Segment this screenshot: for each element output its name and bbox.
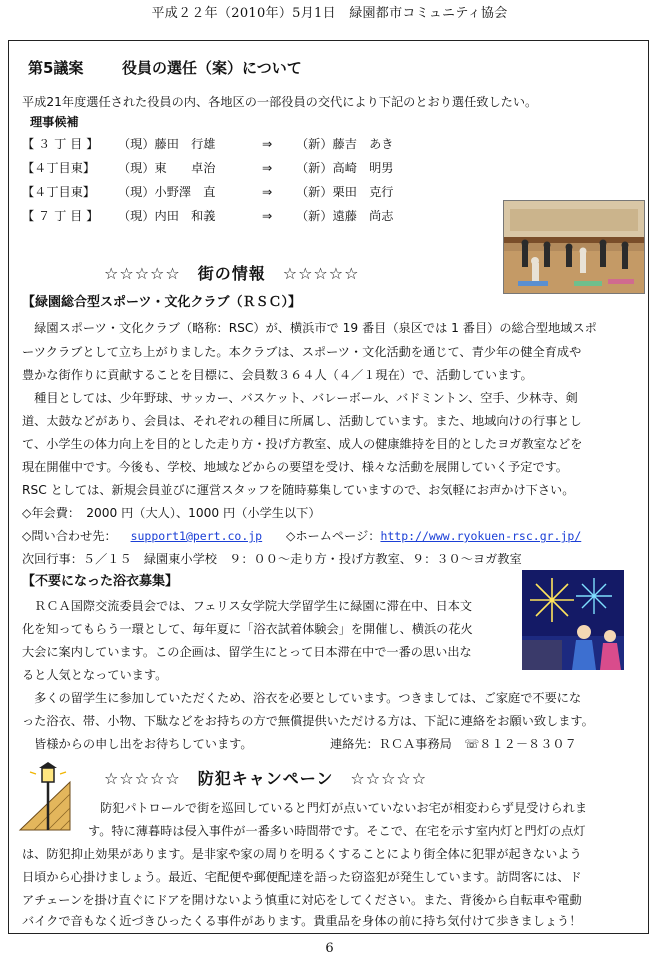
- candidate-area: 【４丁目東】: [22, 161, 96, 175]
- yukata-contact: 連絡先：ＲＣＡ事務局 ☏８１２－８３０７: [330, 737, 577, 751]
- rsc-line: て、小学生の体力向上を目的とした走り方・投げ方教室、成人の健康維持を目的としたヨガ教室などを: [22, 437, 583, 451]
- candidate-current: （現）藤田 行雄: [118, 137, 216, 151]
- yukata-line: 化を知ってもらう一環として、毎年夏に「浴衣試着体験会」を開催し、横浜の花火: [22, 622, 473, 636]
- crime-line: す。特に薄暮時は侵入事件が一番多い時間帯です。そこで、在宅を示す室内灯と門灯の点灯: [88, 824, 586, 838]
- candidate-area: 【４丁目東】: [22, 185, 96, 199]
- yukata-line: ると人気となっています。: [22, 668, 168, 682]
- yukata-line: 多くの留学生に参加していただくため、浴衣を必要としています。つきましては、ご家庭で不要にな: [22, 691, 582, 705]
- fireworks-illustration: [522, 570, 624, 670]
- rsc-line: 現在開催中です。今後も、学校、地域などからの要望を受け、様々な活動を展開していく予定です。: [22, 460, 568, 474]
- rsc-title: 【緑園総合型スポーツ・文化クラブ（ＲＳＣ）】: [22, 295, 301, 310]
- rsc-line: RSC としては、新規会員並びに運営スタッフを随時募集していますので、お気軽にお声かけ下さい。: [22, 483, 575, 497]
- candidate-new: （新）藤吉 あき: [296, 137, 394, 151]
- email-link[interactable]: support1@pert.co.jp: [130, 529, 263, 543]
- yukata-line: ＲＣＡ国際交流委員会では、フェリス女学院大学留学生に緑園に滞在中、日本文: [22, 599, 473, 613]
- candidate-row: [0, 136, 659, 152]
- rsc-fee: ◇年会費： 2000 円（大人）、1000 円（小学生以下）: [22, 506, 321, 520]
- candidate-row: [0, 160, 659, 176]
- rsc-line: 緑園スポーツ・文化クラブ（略称：RSC）が、横浜市で 19 番目（泉区では 1 番目）の総合型地域スポ: [22, 321, 597, 335]
- homepage-label: ◇ホームページ：: [286, 529, 381, 543]
- candidate-current: （現）内田 和義: [118, 209, 216, 223]
- candidate-current: （現）東 卓治: [118, 161, 216, 175]
- rsc-line: 豊かな街作りに貢献することを目標に、会員数３６４人（４／１現在）で、活動しています。: [22, 368, 533, 382]
- arrow-icon: ⇒: [262, 209, 273, 223]
- page-number: 6: [325, 941, 334, 956]
- arrow-icon: ⇒: [262, 185, 273, 199]
- yukata-line: った浴衣、帯、小物、下駄などをお持ちの方で無償提供いただける方は、下記に連絡をお願い致します。: [22, 714, 594, 728]
- arrow-icon: ⇒: [262, 161, 273, 175]
- candidate-row: [0, 184, 659, 200]
- candidate-area: 【 ７ 丁 目 】: [22, 209, 99, 223]
- rsc-next-event: 次回行事：５／１５ 緑園東小学校 ９：００～走り方・投げ方教室、９：３０～ヨガ教室: [22, 552, 522, 566]
- rsc-contact-line: [22, 528, 581, 544]
- town-info-heading: ☆☆☆☆☆ 街の情報 ☆☆☆☆☆: [104, 264, 360, 283]
- rsc-line: ーツクラブとして立ち上がりました。本クラブは、スポーツ・文化活動を通じて、青少年の健全育成や: [22, 345, 582, 359]
- yukata-title: 【不要になった浴衣募集】: [22, 574, 179, 589]
- page-header: 平成２２年（2010年）5月1日 緑園都市コミュニティ協会: [151, 6, 508, 21]
- crime-line: バイクで音もなく近づきひったくる事件があります。貴重品を身体の前に持ち気付けて歩きましょう！: [22, 914, 582, 928]
- contact-label: ◇問い合わせ先：: [22, 529, 117, 543]
- candidate-new: （新）高崎 明男: [296, 161, 394, 175]
- gym-photo: [503, 200, 645, 294]
- crime-line: アチェーンを掛け直ぐにドアを開けないよう慎重に対応をしてください。また、背後から自転車や電動: [22, 893, 582, 907]
- agenda-intro: 平成21年度選任された役員の内、各地区の一部役員の交代により下記のとおり選任致したい。: [22, 95, 538, 109]
- crime-line: は、防犯抑止効果があります。是非家や家の周りを明るくすることにより街全体に犯罪が起きないよう: [22, 847, 582, 861]
- crime-line: 防犯パトロールで街を巡回していると門灯が点いていないお宅が相変わらず見受けられま: [100, 801, 588, 815]
- arrow-icon: ⇒: [262, 137, 273, 151]
- agenda-number: 第5議案: [28, 59, 84, 77]
- lamp-illustration: [14, 760, 76, 832]
- rsc-line: 道、太鼓などがあり、会員は、それぞれの種目に所属し、活動しています。また、地域向けの行事とし: [22, 414, 582, 428]
- yukata-line: 大会に案内しています。この企画は、留学生にとって日本滞在中で一番の思い出な: [22, 645, 472, 659]
- candidates-label: 理事候補: [30, 115, 79, 129]
- candidate-current: （現）小野澤 直: [118, 185, 216, 199]
- yukata-closing: 皆様からの申し出をお待ちしています。: [22, 737, 253, 751]
- homepage-link[interactable]: http://www.ryokuen-rsc.gr.jp/: [380, 529, 582, 543]
- crime-line: 日頃から心掛けましょう。最近、宅配便や郵便配達を語った窃盗犯が発生しています。訪問客には、ド: [22, 870, 582, 884]
- candidate-new: （新）栗田 克行: [296, 185, 394, 199]
- rsc-line: 種目としては、少年野球、サッカー、バスケット、バレーボール、バドミントン、空手、少林寺、剣: [22, 391, 578, 405]
- crime-heading: ☆☆☆☆☆ 防犯キャンペーン ☆☆☆☆☆: [104, 769, 428, 788]
- candidate-area: 【 ３ 丁 目 】: [22, 137, 99, 151]
- agenda-title: 役員の選任（案）について: [122, 59, 302, 77]
- candidate-new: （新）遠藤 尚志: [296, 209, 394, 223]
